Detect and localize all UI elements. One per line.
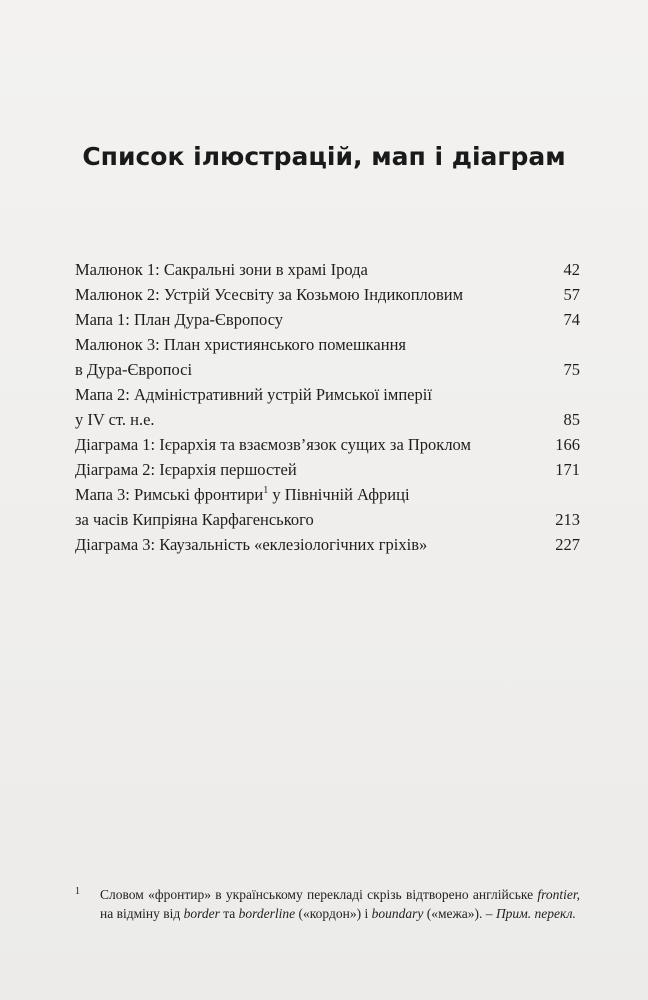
entry-caption: Діаграма 3: Каузальність «еклезіологічних гріхів» <box>75 535 428 554</box>
list-item <box>75 332 580 382</box>
entry-page-number: 213 <box>555 510 580 529</box>
entry-caption: Мапа 3: Римські фронтири$^1$ у Північній Африці за часів Кипріяна Карфагенського <box>75 485 410 529</box>
entry-page-number: 57 <box>563 285 580 304</box>
entry-caption: Мапа 1: План Дура-Європосу <box>75 310 284 329</box>
entry-page-number: 171 <box>555 460 580 479</box>
list-item <box>75 282 580 307</box>
entry-caption: Малюнок 1: Сакральні зони в храмі Ірода <box>75 260 368 279</box>
entry-page-number: 166 <box>555 435 580 454</box>
footnote-reference[interactable]: 1 <box>263 485 269 496</box>
list-item <box>75 457 580 482</box>
list-item <box>75 482 580 532</box>
entry-caption: Малюнок 2: Устрій Усесвіту за Козьмою Індикопловим <box>75 285 464 304</box>
page-title: Список ілюстрацій, мап і діаграм <box>82 142 566 171</box>
list-item <box>75 257 580 282</box>
list-item <box>75 432 580 457</box>
entry-page-number: 74 <box>563 310 580 329</box>
entry-caption: Мапа 2: Адміністративний устрій Римської імперії у IV ст. н.е. <box>75 385 432 429</box>
entry-page-number: 75 <box>563 360 580 379</box>
illustrations-list <box>75 257 580 557</box>
footnote-mark: 1 <box>75 886 80 897</box>
footnote-text: Словом «фронтир» в українському перекладі скрізь відтворено англійське frontier, на відміну від border та borderline («кордон») і boundary («межа»). – Прим. перекл. <box>100 887 580 921</box>
list-item <box>75 382 580 432</box>
list-item <box>75 307 580 332</box>
entry-caption: Малюнок 3: План християнського помешкання в Дура-Європосі <box>75 335 407 379</box>
entry-page-number: 85 <box>563 410 580 429</box>
entry-caption: Діаграма 2: Ієрархія першостей <box>75 460 297 479</box>
footnote <box>75 885 580 923</box>
entry-caption: Діаграма 1: Ієрархія та взаємозв’язок сущих за Проклом <box>75 435 471 454</box>
entry-page-number: 227 <box>555 535 580 554</box>
entry-page-number: 42 <box>563 260 580 279</box>
list-item <box>75 532 580 557</box>
